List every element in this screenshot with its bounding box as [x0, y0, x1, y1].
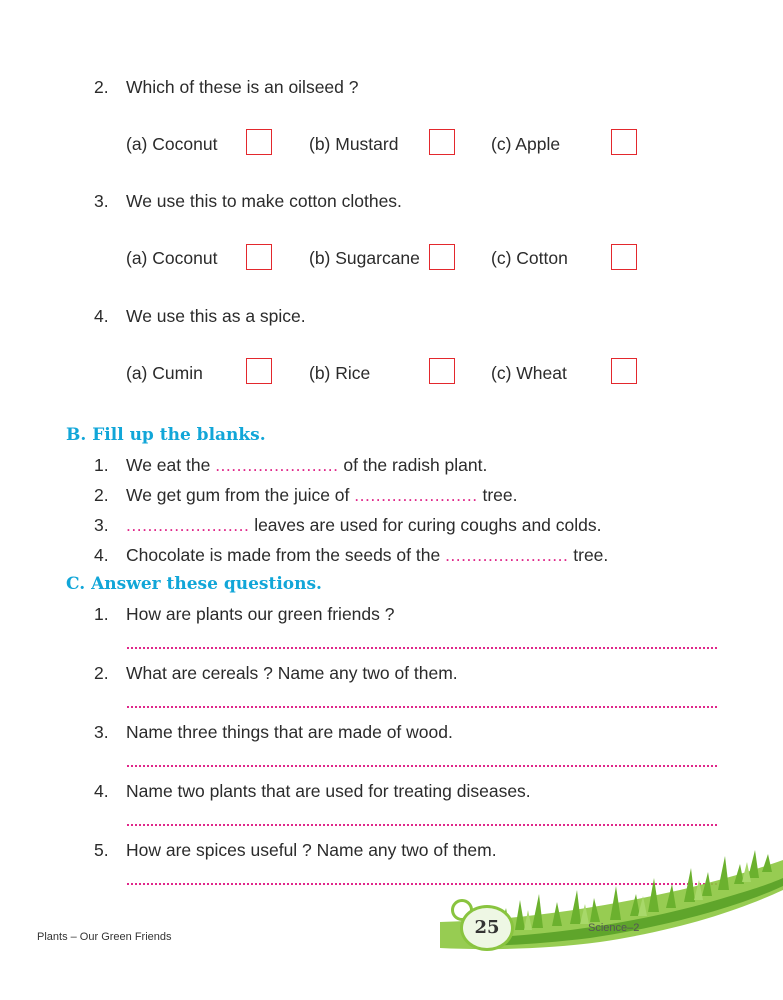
sentence-end: leaves are used for curing coughs and colds.	[249, 515, 602, 535]
answer-checkbox[interactable]	[611, 129, 637, 155]
option-label: (a) Cumin	[126, 363, 203, 383]
option-label: (a) Coconut	[126, 248, 218, 268]
sentence-end: tree.	[477, 485, 518, 505]
answer-question: Name three things that are made of wood.	[126, 722, 453, 742]
answer-number: 5.	[94, 840, 109, 860]
sentence-start: Chocolate is made from the seeds of the	[126, 545, 446, 565]
option-label: (c) Apple	[491, 134, 561, 154]
answer-line[interactable]	[127, 824, 717, 826]
blank-dots[interactable]: .......................	[215, 455, 339, 475]
footer-chapter: Plants – Our Green Friends	[37, 931, 172, 943]
answer-number: 4.	[94, 781, 109, 801]
option-label: (b) Rice	[309, 363, 371, 383]
question-number: 4.	[94, 306, 109, 326]
fill-blank-sentence	[126, 545, 608, 566]
answer-question: How are plants our green friends ?	[126, 604, 395, 624]
answer-checkbox[interactable]	[246, 358, 272, 384]
sentence-start: We get gum from the juice of	[126, 485, 355, 505]
answer-question: How are spices useful ? Name any two of them.	[126, 840, 497, 860]
sentence-start: We eat the	[126, 455, 216, 475]
section-b-heading: B. Fill up the blanks.	[66, 425, 266, 445]
answer-checkbox[interactable]	[429, 244, 455, 270]
answer-checkbox[interactable]	[429, 129, 455, 155]
answer-number: 3.	[94, 722, 109, 742]
answer-line[interactable]	[127, 647, 717, 649]
footer-book: Science–2	[588, 922, 640, 934]
sentence-end: of the radish plant.	[338, 455, 488, 475]
option-label: (c) Cotton	[491, 248, 568, 268]
blank-number: 1.	[94, 455, 109, 475]
sentence-end: tree.	[568, 545, 609, 565]
answer-checkbox[interactable]	[246, 129, 272, 155]
fill-blank-sentence	[126, 485, 517, 506]
option-label: (b) Mustard	[309, 134, 399, 154]
blank-number: 3.	[94, 515, 109, 535]
question-text: Which of these is an oilseed ?	[126, 77, 359, 97]
answer-checkbox[interactable]	[611, 358, 637, 384]
fill-blank-sentence	[126, 455, 487, 476]
answer-checkbox[interactable]	[429, 358, 455, 384]
question-text: We use this as a spice.	[126, 306, 306, 326]
question-number: 2.	[94, 77, 109, 97]
blank-dots[interactable]: .......................	[445, 545, 569, 565]
answer-line[interactable]	[127, 706, 717, 708]
option-label: (a) Coconut	[126, 134, 218, 154]
answer-number: 2.	[94, 663, 109, 683]
answer-question: What are cereals ? Name any two of them.	[126, 663, 458, 683]
page-number: 25	[460, 905, 514, 951]
question-text: We use this to make cotton clothes.	[126, 191, 402, 211]
blank-dots[interactable]: .......................	[354, 485, 478, 505]
section-c-heading: C. Answer these questions.	[66, 574, 322, 594]
blank-dots[interactable]: .......................	[126, 515, 250, 535]
blank-number: 2.	[94, 485, 109, 505]
answer-line[interactable]	[127, 765, 717, 767]
blank-number: 4.	[94, 545, 109, 565]
fill-blank-sentence	[126, 515, 601, 536]
answer-question: Name two plants that are used for treating diseases.	[126, 781, 531, 801]
option-label: (c) Wheat	[491, 363, 567, 383]
answer-number: 1.	[94, 604, 109, 624]
question-number: 3.	[94, 191, 109, 211]
answer-checkbox[interactable]	[611, 244, 637, 270]
answer-checkbox[interactable]	[246, 244, 272, 270]
option-label: (b) Sugarcane	[309, 248, 420, 268]
